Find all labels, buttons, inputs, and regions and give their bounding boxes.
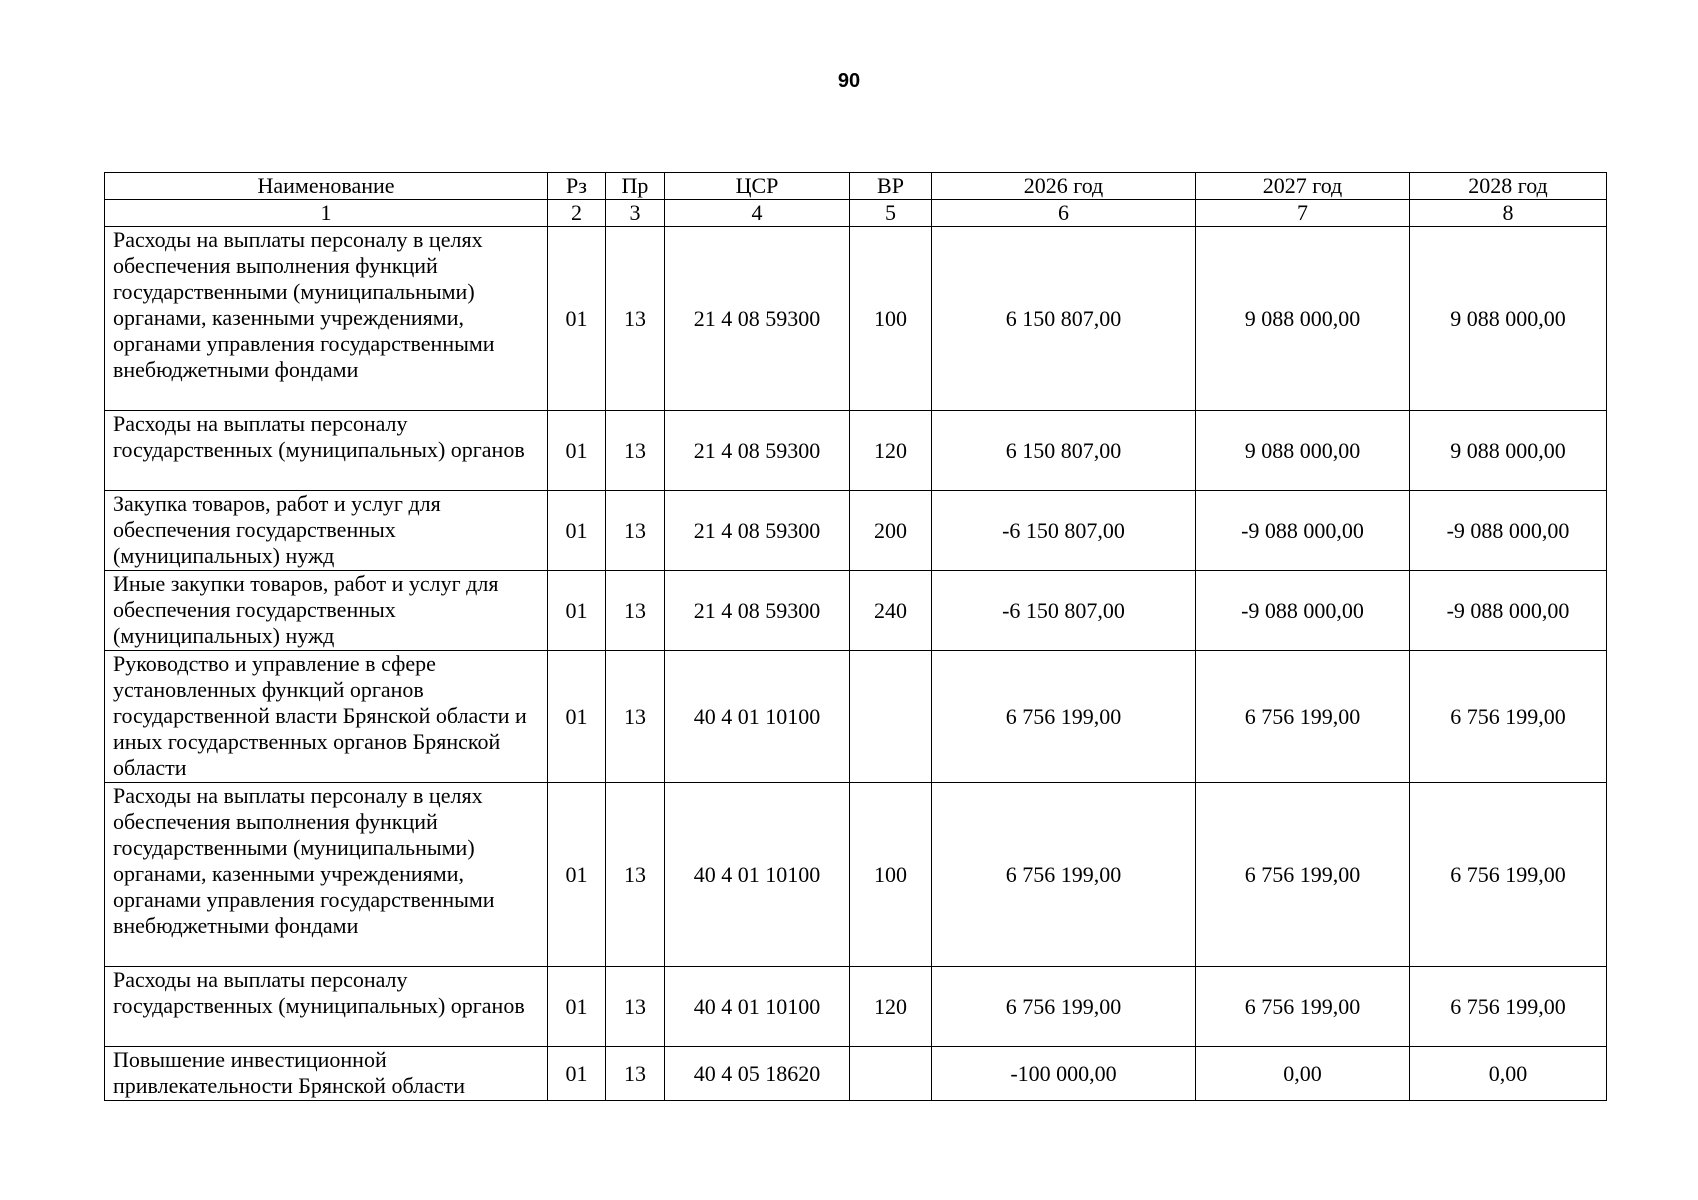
- row-amount-2027: 6 756 199,00: [1196, 967, 1410, 1047]
- table-row: [105, 571, 1607, 651]
- row-vr: 100: [850, 227, 932, 411]
- row-csr: 21 4 08 59300: [665, 227, 850, 411]
- column-number: 4: [665, 200, 850, 227]
- row-amount-2028: 6 756 199,00: [1410, 651, 1607, 783]
- row-amount-2026: 6 756 199,00: [932, 651, 1196, 783]
- table-row: [105, 967, 1607, 1047]
- row-pr: 13: [606, 571, 665, 651]
- budget-table: [104, 172, 1607, 1101]
- row-amount-2028: 6 756 199,00: [1410, 967, 1607, 1047]
- header-row: [105, 173, 1607, 200]
- row-amount-2027: 6 756 199,00: [1196, 651, 1410, 783]
- column-number: 8: [1410, 200, 1607, 227]
- row-rz: 01: [548, 227, 606, 411]
- row-vr: 120: [850, 967, 932, 1047]
- row-amount-2027: -9 088 000,00: [1196, 491, 1410, 571]
- row-rz: 01: [548, 783, 606, 967]
- row-amount-2028: -9 088 000,00: [1410, 571, 1607, 651]
- row-pr: 13: [606, 1047, 665, 1101]
- row-name: Расходы на выплаты персоналу государственных (муниципальных) органов: [105, 967, 548, 1047]
- table-row: [105, 227, 1607, 411]
- row-pr: 13: [606, 967, 665, 1047]
- table-row: [105, 1047, 1607, 1101]
- row-vr: 240: [850, 571, 932, 651]
- column-number-row: [105, 200, 1607, 227]
- row-rz: 01: [548, 1047, 606, 1101]
- header-vr: ВР: [850, 173, 932, 200]
- column-number: 2: [548, 200, 606, 227]
- row-amount-2027: 9 088 000,00: [1196, 227, 1410, 411]
- row-csr: 40 4 05 18620: [665, 1047, 850, 1101]
- row-name: Иные закупки товаров, работ и услуг для обеспечения государственных (муниципальных) нужд: [105, 571, 548, 651]
- row-vr: 120: [850, 411, 932, 491]
- row-rz: 01: [548, 571, 606, 651]
- row-amount-2027: 6 756 199,00: [1196, 783, 1410, 967]
- row-pr: 13: [606, 491, 665, 571]
- header-rz: Рз: [548, 173, 606, 200]
- row-pr: 13: [606, 783, 665, 967]
- row-amount-2028: 9 088 000,00: [1410, 227, 1607, 411]
- row-rz: 01: [548, 491, 606, 571]
- row-name: Повышение инвестиционной привлекательности Брянской области: [105, 1047, 548, 1101]
- row-amount-2026: 6 756 199,00: [932, 967, 1196, 1047]
- row-amount-2027: 0,00: [1196, 1047, 1410, 1101]
- row-pr: 13: [606, 651, 665, 783]
- row-csr: 21 4 08 59300: [665, 491, 850, 571]
- row-amount-2028: 9 088 000,00: [1410, 411, 1607, 491]
- column-number: 3: [606, 200, 665, 227]
- row-name: Расходы на выплаты персоналу в целях обеспечения выполнения функций государственными (муниципальными) органами, казенными учреждениями, органами управления государственными внебюджетными фондами: [105, 783, 548, 967]
- column-number: 5: [850, 200, 932, 227]
- row-pr: 13: [606, 227, 665, 411]
- row-amount-2026: -100 000,00: [932, 1047, 1196, 1101]
- row-amount-2026: -6 150 807,00: [932, 491, 1196, 571]
- column-number: 1: [105, 200, 548, 227]
- row-amount-2027: -9 088 000,00: [1196, 571, 1410, 651]
- row-csr: 40 4 01 10100: [665, 783, 850, 967]
- row-csr: 21 4 08 59300: [665, 571, 850, 651]
- row-vr: 200: [850, 491, 932, 571]
- table-row: [105, 651, 1607, 783]
- column-number: 6: [932, 200, 1196, 227]
- row-vr: [850, 1047, 932, 1101]
- row-amount-2028: -9 088 000,00: [1410, 491, 1607, 571]
- row-csr: 40 4 01 10100: [665, 651, 850, 783]
- row-amount-2026: 6 150 807,00: [932, 227, 1196, 411]
- row-vr: 100: [850, 783, 932, 967]
- row-name: Расходы на выплаты персоналу в целях обеспечения выполнения функций государственными (муниципальными) органами, казенными учреждениями, органами управления государственными внебюджетными фондами: [105, 227, 548, 411]
- header-2026: 2026 год: [932, 173, 1196, 200]
- column-number: 7: [1196, 200, 1410, 227]
- row-name: Расходы на выплаты персоналу государственных (муниципальных) органов: [105, 411, 548, 491]
- header-2028: 2028 год: [1410, 173, 1607, 200]
- row-amount-2026: 6 150 807,00: [932, 411, 1196, 491]
- row-name: Руководство и управление в сфере установленных функций органов государственной власти Брянской области и иных государственных органов Брянской области: [105, 651, 548, 783]
- row-csr: 40 4 01 10100: [665, 967, 850, 1047]
- row-rz: 01: [548, 967, 606, 1047]
- row-pr: 13: [606, 411, 665, 491]
- header-pr: Пр: [606, 173, 665, 200]
- table-row: [105, 411, 1607, 491]
- table-row: [105, 783, 1607, 967]
- row-amount-2026: -6 150 807,00: [932, 571, 1196, 651]
- header-2027: 2027 год: [1196, 173, 1410, 200]
- row-amount-2028: 0,00: [1410, 1047, 1607, 1101]
- row-rz: 01: [548, 411, 606, 491]
- header-csr: ЦСР: [665, 173, 850, 200]
- row-vr: [850, 651, 932, 783]
- row-amount-2028: 6 756 199,00: [1410, 783, 1607, 967]
- row-csr: 21 4 08 59300: [665, 411, 850, 491]
- table-row: [105, 491, 1607, 571]
- row-rz: 01: [548, 651, 606, 783]
- row-amount-2027: 9 088 000,00: [1196, 411, 1410, 491]
- page-number: 90: [837, 70, 861, 92]
- header-name: Наименование: [105, 173, 548, 200]
- row-amount-2026: 6 756 199,00: [932, 783, 1196, 967]
- row-name: Закупка товаров, работ и услуг для обеспечения государственных (муниципальных) нужд: [105, 491, 548, 571]
